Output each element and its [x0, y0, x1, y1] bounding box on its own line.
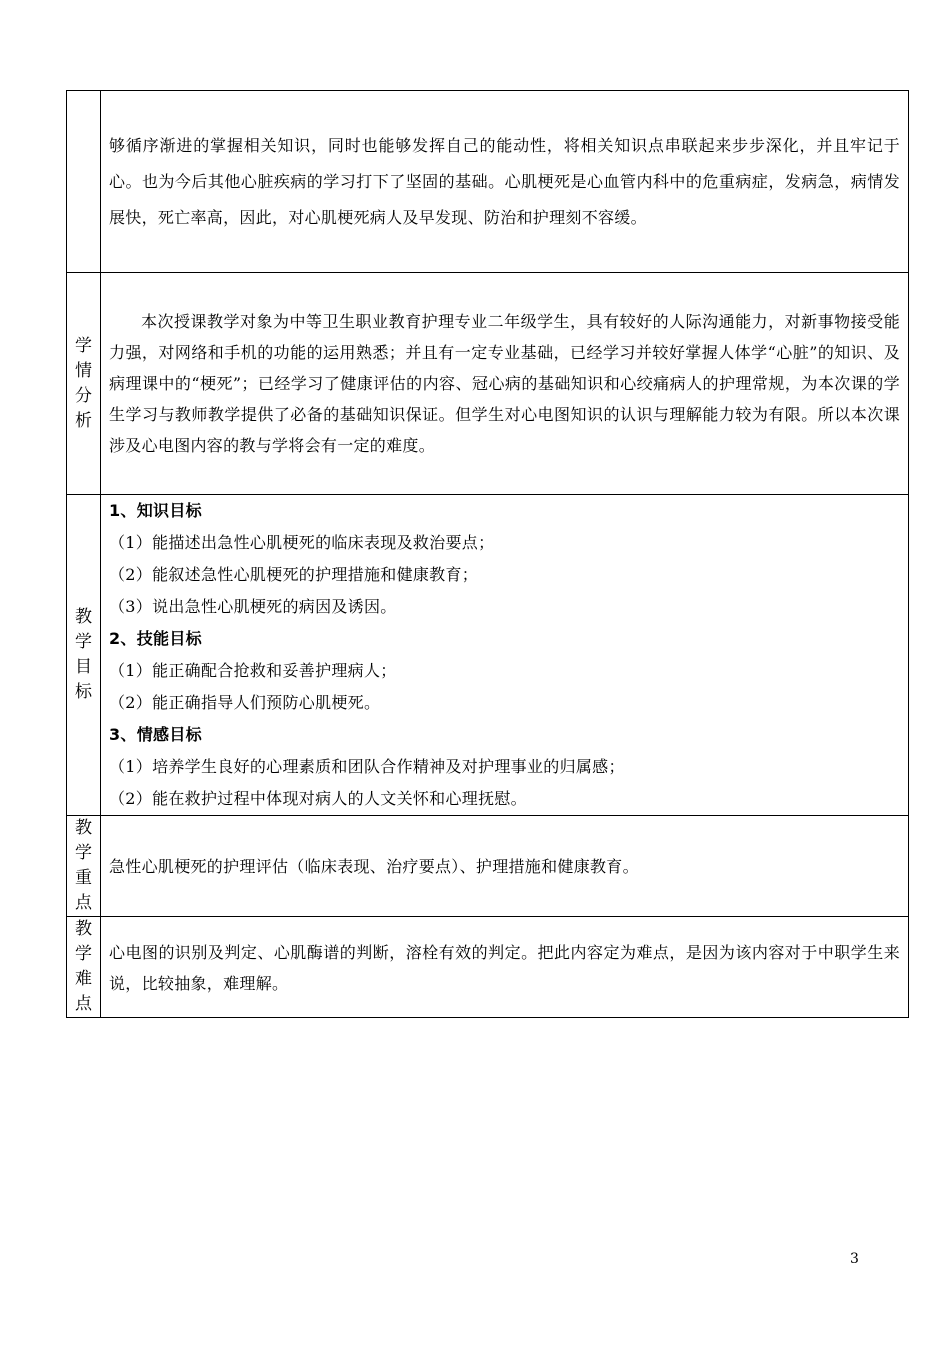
label-char: 学 [75, 944, 92, 964]
focus-label [67, 816, 101, 917]
page-number: 3 [850, 1251, 859, 1267]
focus-row [67, 816, 909, 917]
difficulty-text: 心电图的识别及判定、心肌酶谱的判断，溶栓有效的判定。把此内容定为难点，是因为该内容对于中职学生来说，比较抽象，难理解。 [109, 943, 900, 993]
focus-text: 急性心肌梗死的护理评估（临床表现、治疗要点）、护理措施和健康教育。 [109, 856, 639, 876]
intro-content-cell [101, 91, 909, 273]
label-char: 分 [75, 385, 92, 406]
label-char: 标 [75, 682, 92, 702]
focus-content-cell [101, 816, 909, 917]
label-char: 情 [75, 360, 92, 381]
label-char: 析 [75, 410, 92, 431]
knowledge-goal-heading: 1、知识目标 [109, 501, 202, 520]
goal-item: （2）能正确指导人们预防心肌梗死。 [109, 693, 381, 712]
label-char: 点 [75, 994, 92, 1014]
goal-item: （1）培养学生良好的心理素质和团队合作精神及对护理事业的归属感； [109, 757, 625, 776]
analysis-label [67, 273, 101, 495]
label-char: 教 [75, 607, 92, 627]
intro-row [67, 91, 909, 273]
label-char: 目 [75, 657, 92, 677]
label-char: 学 [75, 335, 92, 356]
goal-item: （3）说出急性心肌梗死的病因及诱因。 [109, 597, 397, 616]
label-char: 学 [75, 632, 92, 652]
label-char: 学 [75, 843, 92, 863]
label-char: 教 [75, 818, 92, 838]
label-char: 点 [75, 893, 92, 913]
label-char: 难 [75, 969, 92, 989]
difficulty-label [67, 917, 101, 1018]
goal-item: （2）能叙述急性心肌梗死的护理措施和健康教育； [109, 565, 479, 584]
difficulty-row [67, 917, 909, 1018]
label-char: 教 [75, 919, 92, 939]
goal-item: （1）能正确配合抢救和妥善护理病人； [109, 661, 397, 680]
lesson-plan-table [66, 90, 909, 1018]
label-char: 重 [75, 868, 92, 888]
analysis-text: 本次授课教学对象为中等卫生职业教育护理专业二年级学生，具有较好的人际沟通能力，对新事物接受能力强，对网络和手机的功能的运用熟悉；并且有一定专业基础，已经学习并较好掌握人体学“心脏”的知识、及病理课中的“梗死”；已经学习了健康评估的内容、冠心病的基础知识和心绞痛病人的护理常规，为本次课的学生学习与教师教学提供了必备的基础知识保证。但学生对心电图知识的认识与理解能力较为有限。所以本次课涉及心电图内容的教与学将会有一定的难度。 [109, 312, 900, 455]
goals-label [67, 495, 101, 816]
emotion-goal-heading: 3、情感目标 [109, 725, 202, 744]
goals-content-cell [101, 495, 909, 816]
skill-goal-heading: 2、技能目标 [109, 629, 202, 648]
difficulty-content-cell [101, 917, 909, 1018]
analysis-content-cell [101, 273, 909, 495]
goals-row [67, 495, 909, 816]
intro-text: 够循序渐进的掌握相关知识，同时也能够发挥自己的能动性，将相关知识点串联起来步步深化，并且牢记于心。也为今后其他心脏疾病的学习打下了坚固的基础。心肌梗死是心血管内科中的危重病症，发病急，病情发展快，死亡率高，因此，对心肌梗死病人及早发现、防治和护理刻不容缓。 [109, 135, 900, 227]
intro-label-cell [67, 91, 101, 273]
analysis-row [67, 273, 909, 495]
goal-item: （2）能在救护过程中体现对病人的人文关怀和心理抚慰。 [109, 789, 527, 808]
goal-item: （1）能描述出急性心肌梗死的临床表现及救治要点； [109, 533, 495, 552]
